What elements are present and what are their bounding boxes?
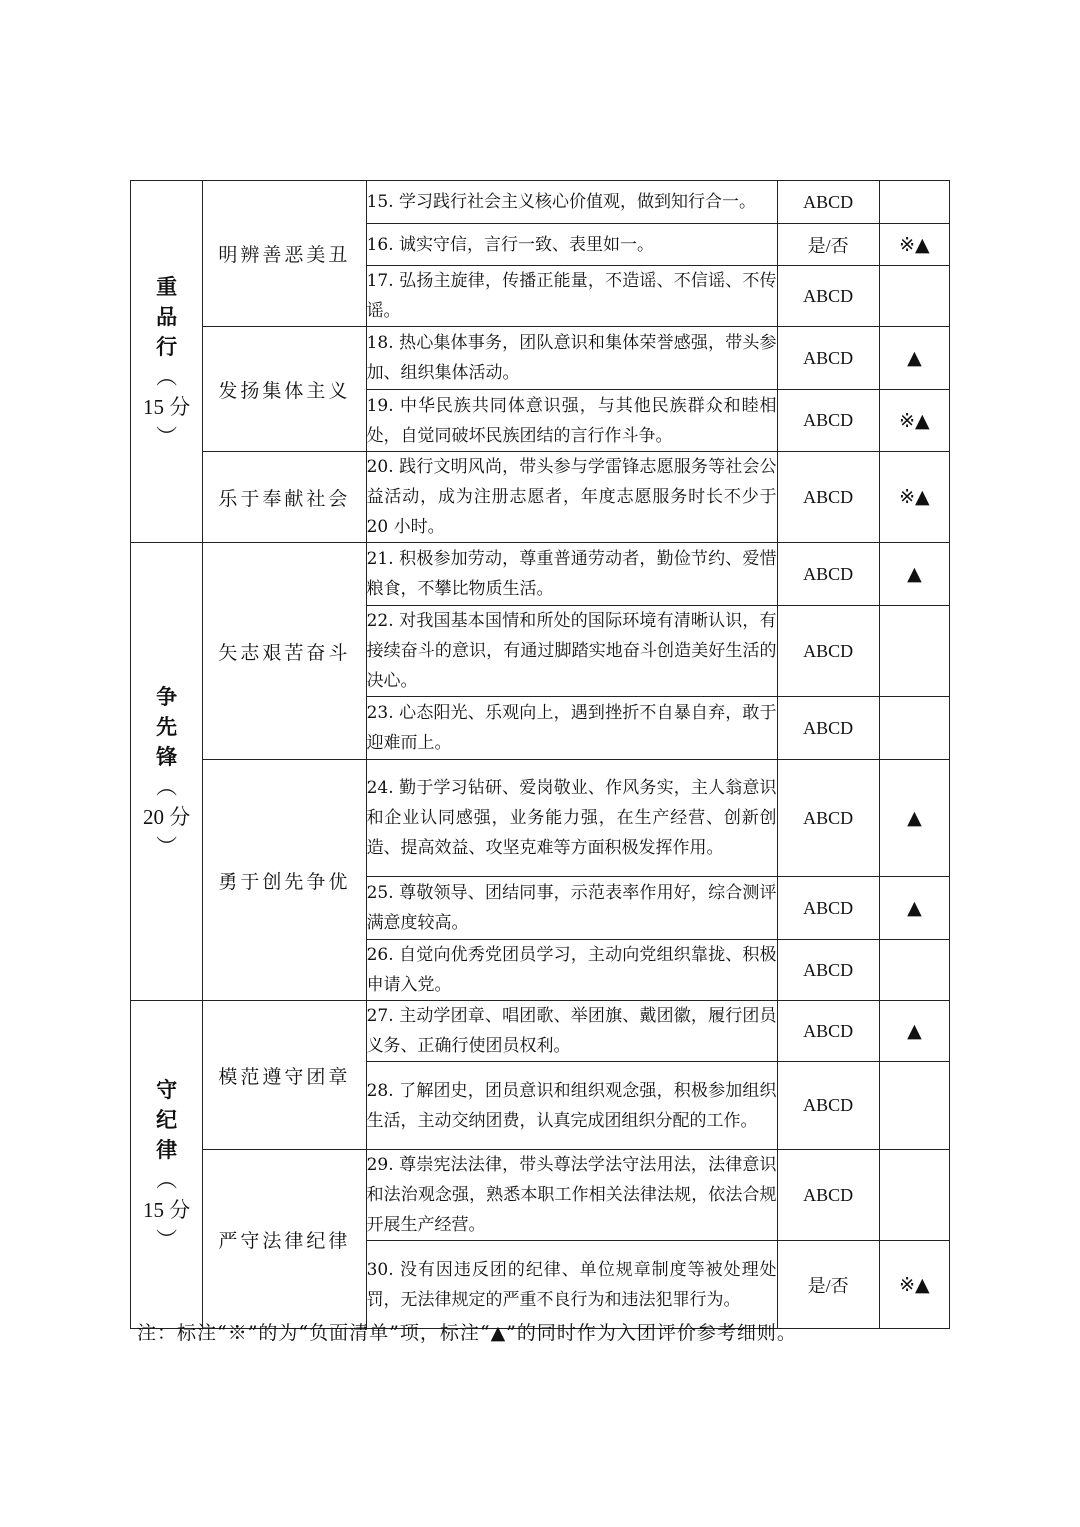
table-row <box>131 327 950 390</box>
item-text: 15. 学习践行社会主义核心价值观，做到知行合一。 <box>366 181 777 224</box>
category-title: 争先锋 <box>156 683 178 769</box>
category-title: 重品行 <box>156 273 178 359</box>
category-cell <box>131 543 203 1001</box>
category-score: ︵ 15 分 ︶ <box>142 364 191 449</box>
subcategory-cell: 模范遵守团章 <box>203 1001 366 1150</box>
mark-cell <box>879 266 949 327</box>
mark-cell: ▲ <box>879 1001 949 1062</box>
table-row <box>131 1150 950 1241</box>
item-text: 27. 主动学团章、唱团歌、举团旗、戴团徽，履行团员义务、正确行使团员权利。 <box>366 1001 777 1062</box>
grade-cell: ABCD <box>777 760 879 877</box>
mark-cell: ※▲ <box>879 1241 949 1329</box>
mark-cell <box>879 1062 949 1150</box>
table-row <box>131 181 950 224</box>
mark-cell: ▲ <box>879 327 949 390</box>
item-text: 24. 勤于学习钻研、爱岗敬业、作风务实，主人翁意识和企业认同感强，业务能力强，在生产经营、创新创造、提高效益、攻坚克难等方面积极发挥作用。 <box>366 760 777 877</box>
grade-cell: ABCD <box>777 266 879 327</box>
item-text: 26. 自觉向优秀党团员学习，主动向党组织靠拢、积极申请入党。 <box>366 940 777 1001</box>
table-row <box>131 1001 950 1062</box>
grade-cell: ABCD <box>777 697 879 760</box>
grade-cell: ABCD <box>777 452 879 543</box>
grade-cell: ABCD <box>777 606 879 697</box>
mark-cell <box>879 181 949 224</box>
grade-cell: ABCD <box>777 1001 879 1062</box>
mark-cell: ※▲ <box>879 224 949 266</box>
table-row <box>131 543 950 606</box>
grade-cell: 是/否 <box>777 1241 879 1329</box>
mark-cell: ※▲ <box>879 452 949 543</box>
mark-cell: ▲ <box>879 877 949 940</box>
grade-cell: ABCD <box>777 877 879 940</box>
category-cell <box>131 181 203 543</box>
category-title: 守纪律 <box>156 1076 178 1162</box>
grade-cell: 是/否 <box>777 224 879 266</box>
item-text: 20. 践行文明风尚，带头参与学雷锋志愿服务等社会公益活动，成为注册志愿者，年度志愿服务时长不少于 20 小时。 <box>366 452 777 543</box>
subcategory-cell: 勇于创先争优 <box>203 760 366 1001</box>
subcategory-cell: 严守法律纪律 <box>203 1150 366 1329</box>
mark-cell <box>879 940 949 1001</box>
item-text: 16. 诚实守信，言行一致、表里如一。 <box>366 224 777 266</box>
footnote: 注：标注“※”的为“负面清单”项，标注“▲”的同时作为入团评价参考细则。 <box>137 1322 797 1344</box>
grade-cell: ABCD <box>777 181 879 224</box>
mark-cell <box>879 697 949 760</box>
grade-cell: ABCD <box>777 327 879 390</box>
mark-cell: ※▲ <box>879 390 949 452</box>
item-text: 28. 了解团史，团员意识和组织观念强，积极参加组织生活，主动交纳团费，认真完成团组织分配的工作。 <box>366 1062 777 1150</box>
item-text: 21. 积极参加劳动，尊重普通劳动者，勤俭节约、爱惜粮食，不攀比物质生活。 <box>366 543 777 606</box>
category-score: ︵ 15 分 ︶ <box>142 1167 191 1252</box>
table-row <box>131 760 950 877</box>
grade-cell: ABCD <box>777 543 879 606</box>
item-text: 22. 对我国基本国情和所处的国际环境有清晰认识，有接续奋斗的意识，有通过脚踏实地奋斗创造美好生活的决心。 <box>366 606 777 697</box>
category-cell <box>131 1001 203 1329</box>
evaluation-table <box>130 180 950 1329</box>
mark-cell: ▲ <box>879 760 949 877</box>
mark-cell: ▲ <box>879 543 949 606</box>
grade-cell: ABCD <box>777 1062 879 1150</box>
mark-cell <box>879 1150 949 1241</box>
subcategory-cell: 矢志艰苦奋斗 <box>203 543 366 760</box>
grade-cell: ABCD <box>777 390 879 452</box>
item-text: 19. 中华民族共同体意识强，与其他民族群众和睦相处，自觉同破坏民族团结的言行作斗争。 <box>366 390 777 452</box>
grade-cell: ABCD <box>777 1150 879 1241</box>
item-text: 18. 热心集体事务，团队意识和集体荣誉感强，带头参加、组织集体活动。 <box>366 327 777 390</box>
subcategory-cell: 乐于奉献社会 <box>203 452 366 543</box>
item-text: 23. 心态阳光、乐观向上，遇到挫折不自暴自弃，敢于迎难而上。 <box>366 697 777 760</box>
subcategory-cell: 发扬集体主义 <box>203 327 366 452</box>
item-text: 29. 尊崇宪法法律，带头尊法学法守法用法，法律意识和法治观念强，熟悉本职工作相关法律法规，依法合规开展生产经营。 <box>366 1150 777 1241</box>
grade-cell: ABCD <box>777 940 879 1001</box>
table-row <box>131 452 950 543</box>
subcategory-cell: 明辨善恶美丑 <box>203 181 366 327</box>
item-text: 25. 尊敬领导、团结同事，示范表率作用好，综合测评满意度较高。 <box>366 877 777 940</box>
mark-cell <box>879 606 949 697</box>
item-text: 30. 没有因违反团的纪律、单位规章制度等被处理处罚，无法律规定的严重不良行为和违法犯罪行为。 <box>366 1241 777 1329</box>
category-score: ︵ 20 分 ︶ <box>142 774 191 859</box>
item-text: 17. 弘扬主旋律，传播正能量，不造谣、不信谣、不传谣。 <box>366 266 777 327</box>
